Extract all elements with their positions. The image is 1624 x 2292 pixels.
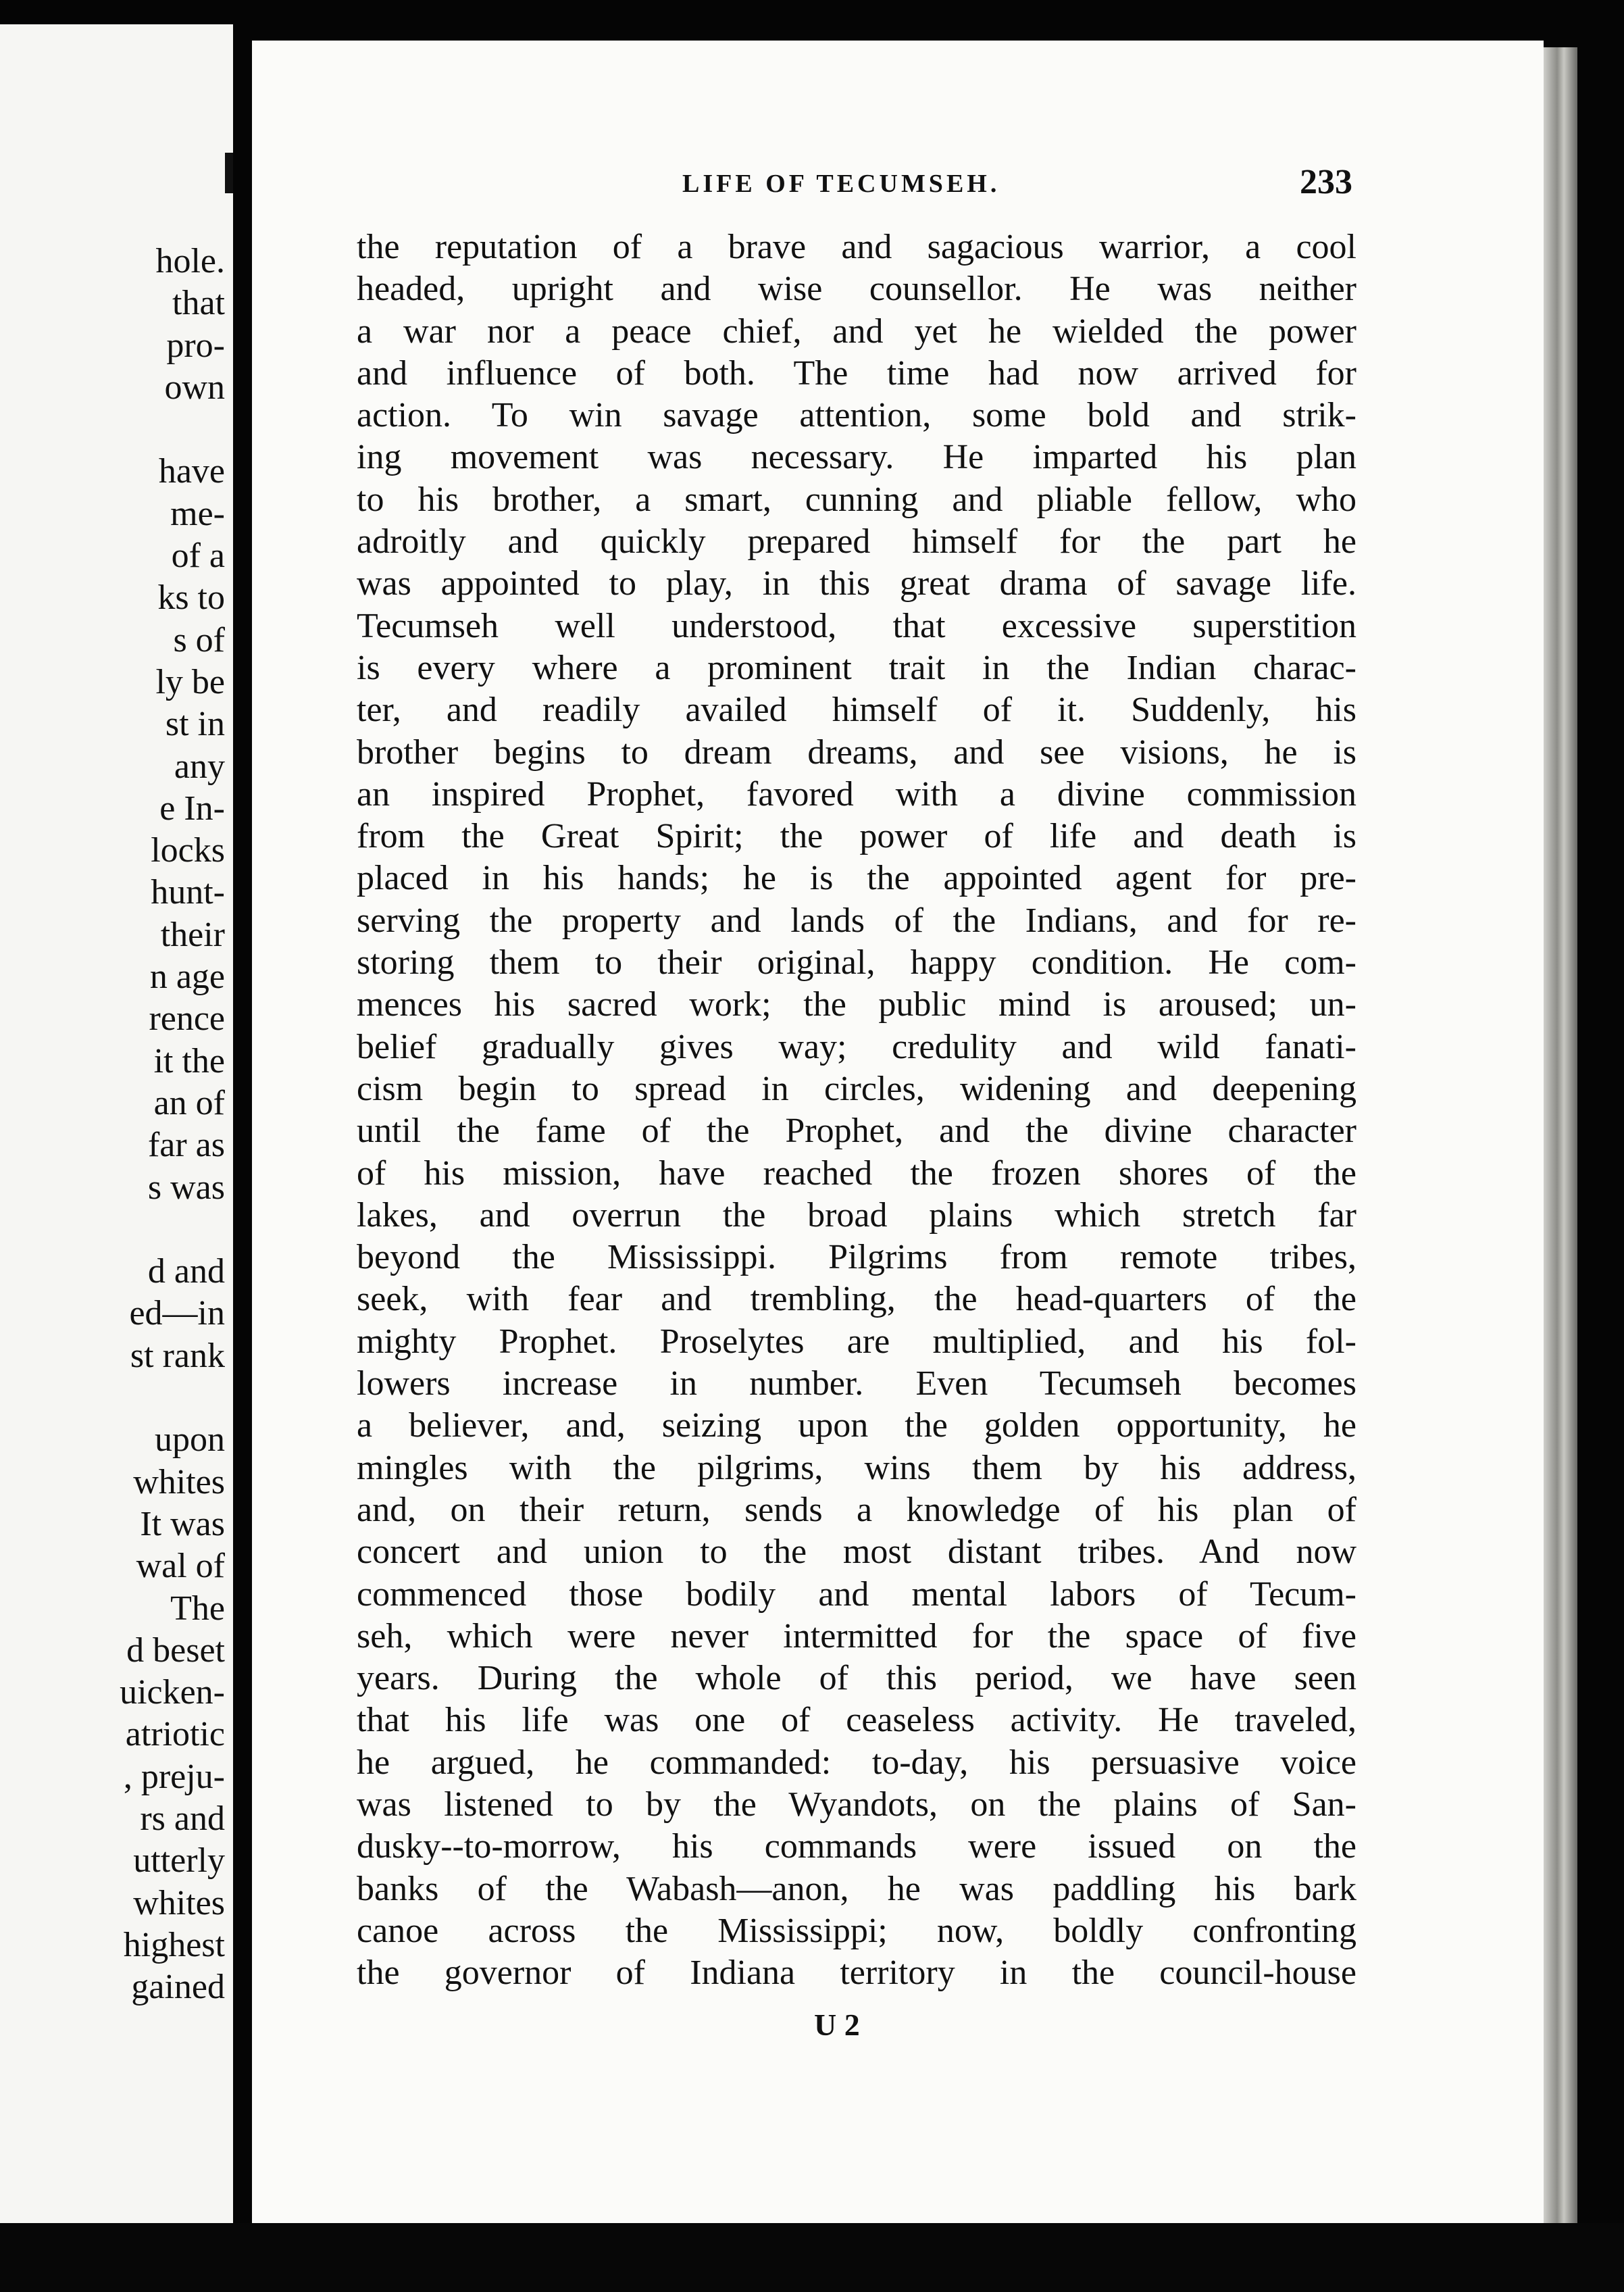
text-line: action. To win savage attention, some bold and strik- (357, 396, 1356, 435)
text-line: ing movement was necessary. He imparted his plan (357, 438, 1356, 477)
text-line: was appointed to play, in this great drama of savage life. (357, 564, 1356, 603)
text-line: the reputation of a brave and sagacious warrior, a cool (357, 228, 1356, 266)
text-line: years. During the whole of this period, we have seen (357, 1659, 1356, 1698)
text-line: lakes, and overrun the broad plains which stretch far (357, 1195, 1356, 1235)
text-line: lowers increase in number. Even Tecumseh becomes (357, 1364, 1356, 1403)
facing-page-line-fragment: hunt- (151, 873, 225, 912)
text-line: commenced those bodily and mental labors of Tecum- (357, 1574, 1356, 1614)
text-line: seh, which were never intermitted for the space of five (357, 1616, 1356, 1655)
text-line: canoe across the Mississippi; now, boldly confronting (357, 1911, 1356, 1950)
text-line: mences his sacred work; the public mind is aroused; un- (357, 985, 1356, 1024)
text-line: from the Great Spirit; the power of life and death is (357, 817, 1356, 856)
facing-page-line-fragment: The (170, 1589, 225, 1628)
facing-page-line-fragment (0, 1377, 225, 1419)
text-line: brother begins to dream dreams, and see visions, he is (357, 732, 1356, 772)
text-line: he argued, he commanded: to-day, his persuasive voice (357, 1743, 1356, 1782)
text-line: mingles with the pilgrims, wins them by his address, (357, 1448, 1356, 1487)
scan-bottom-border (0, 2223, 1624, 2292)
facing-page-line-fragment: It was (140, 1504, 225, 1543)
text-line: belief gradually gives way; credulity and wild fanati- (357, 1027, 1356, 1066)
facing-page-line-fragment: ed—in (129, 1294, 225, 1333)
text-line: Tecumseh well understood, that excessive superstition (357, 606, 1356, 645)
text-line: an inspired Prophet, favored with a divine commission (357, 774, 1356, 814)
facing-page-line-fragment: whites (133, 1462, 225, 1501)
text-line: storing them to their original, happy condition. He com- (357, 943, 1356, 982)
facing-page-line-fragment: n age (149, 957, 225, 997)
text-line: a believer, and, seizing upon the golden opportunity, he (357, 1406, 1356, 1445)
text-line: placed in his hands; he is the appointed agent for pre- (357, 859, 1356, 898)
facing-page-line-fragment: ly be (155, 662, 225, 701)
facing-page-left (0, 24, 233, 2254)
text-line: that his life was one of ceaseless activity. He traveled, (357, 1701, 1356, 1740)
facing-page-line-fragment: pro- (166, 326, 225, 365)
text-line: cism begin to spread in circles, widening and deepening (357, 1069, 1356, 1108)
text-line: was listened to by the Wyandots, on the plains of San- (357, 1785, 1356, 1824)
facing-page-line-fragment: that (172, 284, 225, 323)
facing-page-line-fragment: an of (153, 1083, 225, 1122)
facing-page-line-fragment: d beset (126, 1630, 225, 1670)
facing-page-line-fragment: locks (151, 831, 225, 870)
facing-page-line-fragment: any (174, 747, 225, 786)
text-line: dusky--to-morrow, his commands were issued on the (357, 1827, 1356, 1866)
facing-page-line-fragment: have (158, 452, 225, 491)
facing-page-line-fragment: me- (170, 494, 225, 533)
facing-page-line-fragment: upon (155, 1420, 225, 1460)
facing-page-line-fragment: far as (147, 1126, 225, 1165)
text-line: banks of the Wabash—anon, he was paddling his bark (357, 1869, 1356, 1908)
facing-page-line-fragment: rs and (140, 1799, 225, 1838)
facing-page-line-fragment: st in (165, 705, 225, 744)
text-line: seek, with fear and trembling, the head-quarters of the (357, 1280, 1356, 1319)
facing-page-line-fragment: s was (147, 1168, 225, 1207)
facing-page-line-fragment: ks to (157, 578, 225, 618)
book-gutter (233, 24, 252, 2292)
facing-page-line-fragment: d and (147, 1252, 225, 1291)
signature-mark: U 2 (814, 2008, 860, 2042)
facing-page-line-fragment: their (160, 915, 225, 954)
text-line: is every where a prominent trait in the Indian charac- (357, 648, 1356, 687)
facing-page-line-fragment: e In- (159, 789, 225, 828)
facing-page-line-fragment: st rank (130, 1336, 225, 1375)
text-line: headed, upright and wise counsellor. He was neither (357, 270, 1356, 309)
page-body-text (357, 226, 1356, 1994)
facing-page-line-fragment: hole. (155, 242, 225, 280)
facing-page-line-fragment (0, 409, 225, 451)
facing-page-line-fragment: uicken- (120, 1673, 225, 1712)
facing-page-text-fragments (0, 241, 225, 2008)
text-line: and, on their return, sends a knowledge of his plan of (357, 1490, 1356, 1529)
facing-page-line-fragment: own (164, 368, 225, 407)
text-line: the governor of Indiana territory in the council-house (357, 1953, 1356, 1993)
text-line: concert and union to the most distant tribes. And now (357, 1533, 1356, 1572)
facing-page-line-fragment: gained (131, 1968, 225, 2007)
text-line: serving the property and lands of the Indians, and for re- (357, 901, 1356, 940)
facing-page-line-fragment: utterly (133, 1841, 225, 1880)
text-line: ter, and readily availed himself of it. Suddenly, his (357, 691, 1356, 730)
text-line: to his brother, a smart, cunning and pliable fellow, who (357, 480, 1356, 519)
page-edge-shadow (1544, 47, 1577, 2223)
text-line: until the fame of the Prophet, and the divine character (357, 1112, 1356, 1151)
page-fold-mark (225, 153, 233, 193)
facing-page-line-fragment: atriotic (125, 1715, 225, 1754)
facing-page-line-fragment: whites (133, 1883, 225, 1922)
facing-page-line-fragment: of a (171, 537, 225, 576)
text-line: and influence of both. The time had now arrived for (357, 353, 1356, 393)
text-line: of his mission, have reached the frozen shores of the (357, 1153, 1356, 1193)
facing-page-line-fragment: rence (149, 999, 225, 1039)
text-line: a war nor a peace chief, and yet he wielded the power (357, 312, 1356, 351)
facing-page-line-fragment: , preju- (123, 1757, 225, 1796)
scan-right-border (1577, 0, 1624, 2292)
facing-page-line-fragment: s of (173, 620, 225, 659)
facing-page-line-fragment: highest (123, 1925, 225, 1964)
page-number: 233 (1300, 163, 1352, 201)
facing-page-line-fragment: it the (153, 1041, 225, 1080)
facing-page-line-fragment (0, 1209, 225, 1251)
facing-page-line-fragment: wal of (136, 1547, 225, 1586)
text-line: beyond the Mississippi. Pilgrims from remote tribes, (357, 1238, 1356, 1277)
running-head: LIFE OF TECUMSEH. (682, 170, 1000, 198)
text-line: mighty Prophet. Proselytes are multiplied, and his fol- (357, 1322, 1356, 1361)
text-line: adroitly and quickly prepared himself for the part he (357, 522, 1356, 562)
